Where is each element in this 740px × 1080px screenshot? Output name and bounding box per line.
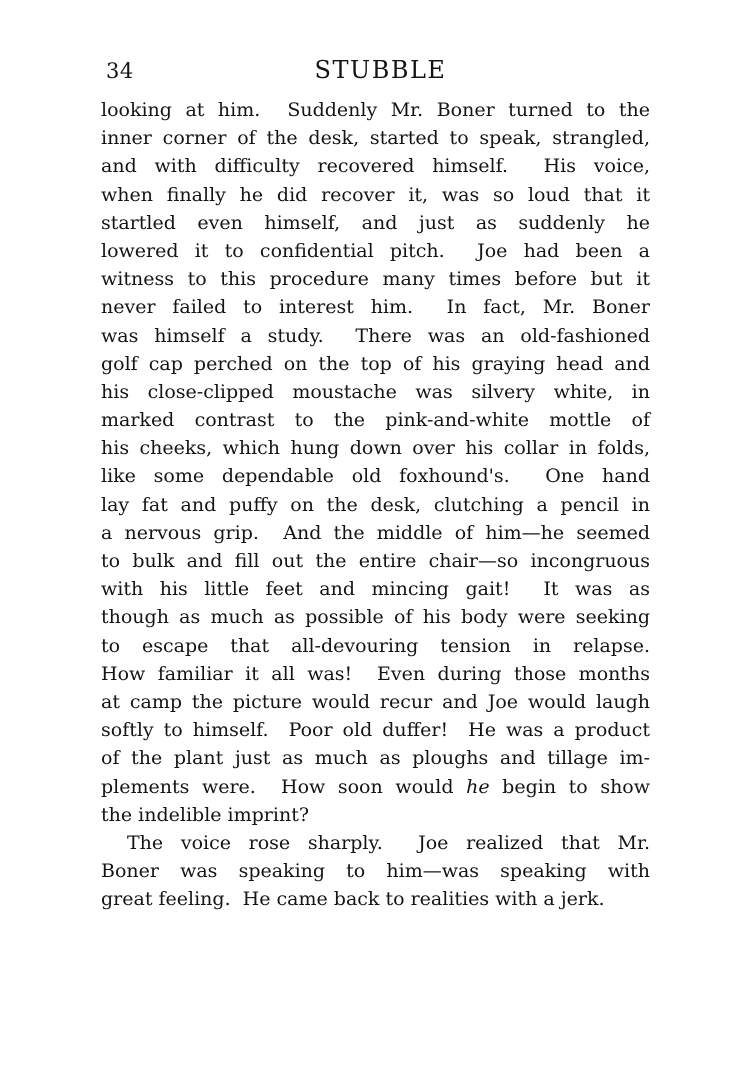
text-line: of the plant just as much as ploughs and tillage im- <box>101 747 650 770</box>
text-line: a nervous grip. And the middle of him—he seemed <box>101 521 650 544</box>
text-line: great feeling. He came back to realities with a jerk. <box>101 888 605 911</box>
text-line: marked contrast to the pink-and-white mottle of <box>101 409 650 432</box>
paragraph <box>101 829 650 914</box>
text-line: softly to himself. Poor old duffer! He was a product <box>101 719 650 742</box>
text-line: never failed to interest him. In fact, Mr. Boner <box>101 296 650 319</box>
text-line: Boner was speaking to him—was speaking with <box>101 860 650 883</box>
running-title: STUBBLE <box>314 56 447 84</box>
text-line: the indelible imprint? <box>101 803 310 826</box>
text-line: inner corner of the desk, started to speak, strangled, <box>101 127 650 150</box>
text-line: and with difficulty recovered himself. His voice, <box>101 155 650 178</box>
text-line: like some dependable old foxhound's. One hand <box>101 465 650 488</box>
text-line: witness to this procedure many times before but it <box>101 268 650 291</box>
text-line: The voice rose sharply. Joe realized that Mr. <box>127 831 650 854</box>
body-text <box>101 96 650 913</box>
text-line: at camp the picture would recur and Joe would laugh <box>101 690 650 713</box>
text-line: plements were. How soon would he begin to show <box>101 775 651 798</box>
paragraph <box>101 96 650 829</box>
text-line: lay fat and puffy on the desk, clutching a pencil in <box>101 493 650 516</box>
text-line: looking at him. Suddenly Mr. Boner turned to the <box>101 99 650 121</box>
text-line: with his little feet and mincing gait! It was as <box>101 578 650 601</box>
page-number: 34 <box>106 59 134 83</box>
text-line: startled even himself, and just as suddenly he <box>101 211 650 234</box>
text-line: his close-clipped moustache was silvery white, in <box>101 380 650 403</box>
text-line: to bulk and fill out the entire chair—so incongruous <box>101 550 650 572</box>
text-line: when finally he did recover it, was so loud that it <box>101 183 650 206</box>
text-line: though as much as possible of his body were seeking <box>101 606 650 629</box>
text-line: lowered it to confidential pitch. Joe had been a <box>101 239 650 262</box>
text-line: his cheeks, which hung down over his collar in folds, <box>101 437 650 460</box>
text-line: to escape that all-devouring tension in relapse. <box>101 634 650 657</box>
page-header <box>101 56 650 86</box>
text-line: was himself a study. There was an old-fashioned <box>101 324 650 347</box>
text-line: How familiar it all was! Even during those months <box>101 662 650 685</box>
text-line: golf cap perched on the top of his graying head and <box>101 352 650 375</box>
